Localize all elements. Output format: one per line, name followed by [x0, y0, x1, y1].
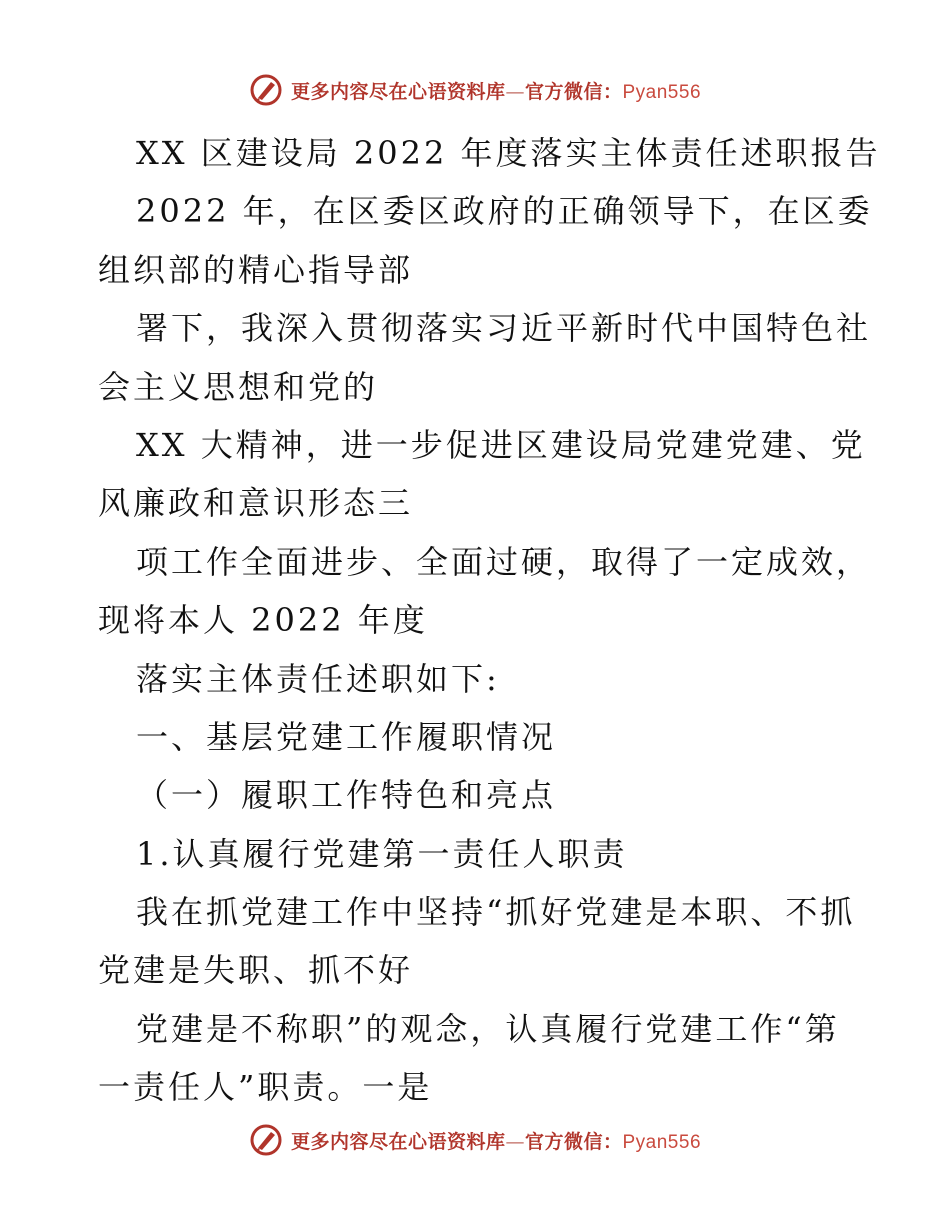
footer-banner-text: 更多内容尽在心语资料库—官方微信：Pyan556	[290, 1130, 702, 1153]
paragraph-line: 风廉政和意识形态三	[98, 484, 414, 523]
paragraph-line: 落实主体责任述职如下:	[136, 659, 500, 698]
paragraph-line: 署下，我深入贯彻落实习近平新时代中国特色社	[136, 309, 872, 348]
paragraph-line: 组织部的精心指导部	[98, 250, 414, 289]
paragraph-line: XX 大精神，进一步促进区建设局党建党建、党	[136, 425, 866, 464]
paragraph-line: 党建是失职、抓不好	[98, 951, 414, 990]
quill-logo-icon	[249, 73, 283, 107]
document-body	[98, 124, 881, 1117]
paragraph-line: 我在抓党建工作中坚持“抓好党建是本职、不抓	[136, 893, 856, 932]
section-heading: 一、基层党建工作履职情况	[136, 717, 557, 756]
header-banner-text: 更多内容尽在心语资料库—官方微信：Pyan556	[290, 80, 702, 103]
footer-banner	[0, 1118, 950, 1162]
paragraph-line: 现将本人 2022 年度	[98, 601, 428, 640]
item-heading: 1.认真履行党建第一责任人职责	[136, 834, 628, 873]
paragraph-line: 党建是不称职”的观念，认真履行党建工作“第	[136, 1009, 840, 1048]
paragraph-line: 一责任人”职责。一是	[98, 1068, 433, 1107]
paragraph-line: 项工作全面进步、全面过硬，取得了一定成效，	[136, 542, 872, 581]
paragraph-line: 2022 年，在区委区政府的正确领导下，在区委	[136, 192, 873, 231]
document-title: XX 区建设局 2022 年度落实主体责任述职报告	[136, 134, 881, 172]
quill-logo-icon	[249, 1123, 283, 1157]
header-banner	[0, 68, 950, 112]
subsection-heading: （一）履职工作特色和亮点	[136, 776, 557, 815]
paragraph-line: 会主义思想和党的	[98, 367, 379, 406]
